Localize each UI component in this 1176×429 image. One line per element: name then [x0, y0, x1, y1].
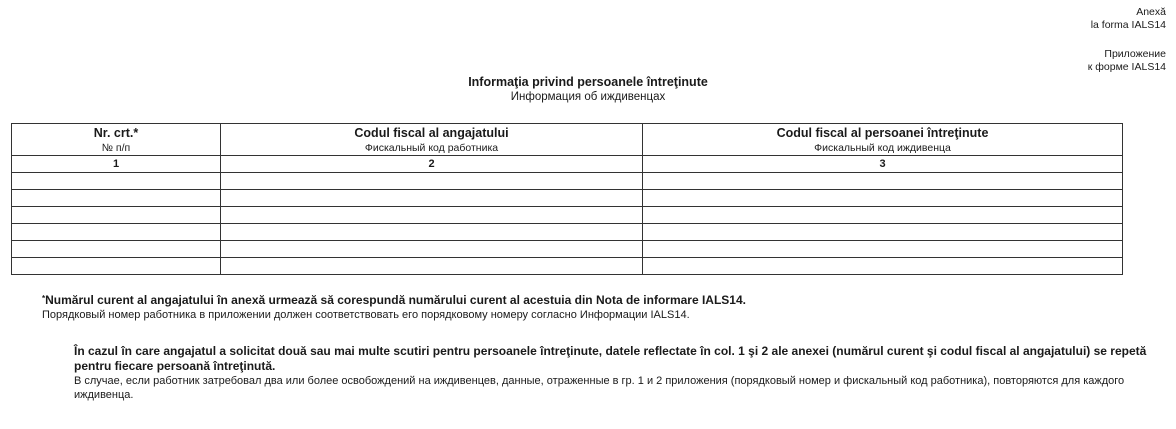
column-header-nr	[12, 124, 221, 156]
table-cell[interactable]	[12, 258, 221, 275]
column-header-dependent-code	[643, 124, 1123, 156]
annex-form-line: la forma IALS14	[1090, 19, 1166, 31]
table-row	[12, 173, 1123, 190]
annex-form-line: к форме IALS14	[1087, 61, 1166, 73]
table-row	[12, 241, 1123, 258]
table-cell[interactable]	[643, 173, 1123, 190]
annex-line: Приложение	[1104, 48, 1166, 60]
footnote-marker: *	[42, 294, 46, 303]
column-header-employee-code	[221, 124, 643, 156]
column-number: 3	[643, 156, 1123, 173]
annex-label-ru	[1088, 48, 1166, 74]
annex-label-ro	[1091, 6, 1166, 32]
table-row	[12, 258, 1123, 275]
table-cell[interactable]	[12, 173, 221, 190]
table-cell[interactable]	[643, 207, 1123, 224]
column-number-row	[12, 156, 1123, 173]
footnote-1-ro: Numărul curent al angajatului în anexă urmează să corespundă numărului curent al acestuia din Nota de informare IALS14.	[45, 293, 746, 307]
table-row	[12, 224, 1123, 241]
footnote-2	[42, 344, 1152, 402]
table-cell[interactable]	[643, 224, 1123, 241]
column-header-label-ro: Codul fiscal al angajatului	[354, 126, 509, 140]
footnote-1-ru: Порядковый номер работника в приложении должен соответствовать его порядковому номеру согласно Информации IALS14.	[42, 309, 690, 321]
table-header-row	[12, 124, 1123, 156]
title-ru: Информация об иждивенцах	[510, 91, 666, 103]
table-cell[interactable]	[12, 207, 221, 224]
table-cell[interactable]	[643, 241, 1123, 258]
table-cell[interactable]	[221, 173, 643, 190]
column-number: 1	[12, 156, 221, 173]
column-header-label-ru: Фискальный код работника	[364, 142, 499, 154]
annex-line: Anexă	[1136, 6, 1166, 18]
dependents-table	[11, 123, 1123, 275]
table-cell[interactable]	[221, 190, 643, 207]
table-cell[interactable]	[221, 241, 643, 258]
footnote-2-ro: În cazul în care angajatul a solicitat două sau mai multe scutiri pentru persoanele întreţinute, datele reflectate în col. 1 şi 2 ale anexei (numărul curent şi codul fiscal al angajatului) se repetă pentru fiecare persoană întreţinută.	[74, 344, 1147, 373]
footnote-1	[42, 293, 1152, 322]
column-header-label-ru: Фискальный код иждивенца	[814, 142, 951, 154]
table-cell[interactable]	[643, 190, 1123, 207]
table-row	[12, 190, 1123, 207]
table-cell[interactable]	[221, 258, 643, 275]
column-header-label-ro: Nr. crt.*	[93, 126, 139, 140]
table-cell[interactable]	[221, 224, 643, 241]
table-cell[interactable]	[12, 241, 221, 258]
table-cell[interactable]	[221, 207, 643, 224]
column-number: 2	[221, 156, 643, 173]
table-row	[12, 207, 1123, 224]
document-title	[0, 75, 1176, 104]
table-cell[interactable]	[12, 224, 221, 241]
column-header-label-ru: № п/п	[101, 142, 131, 154]
footnote-2-ru: В случае, если работник затребовал два или более освобождений на иждивенцев, данные, отраженные в гр. 1 и 2 приложения (порядковый номер и фискальный код работника), повторяются для каждого иждивенца.	[74, 375, 1125, 401]
table-cell[interactable]	[12, 190, 221, 207]
table-cell[interactable]	[643, 258, 1123, 275]
column-header-label-ro: Codul fiscal al persoanei întreţinute	[776, 126, 989, 140]
title-ro: Informaţia privind persoanele întreţinute	[468, 75, 708, 89]
